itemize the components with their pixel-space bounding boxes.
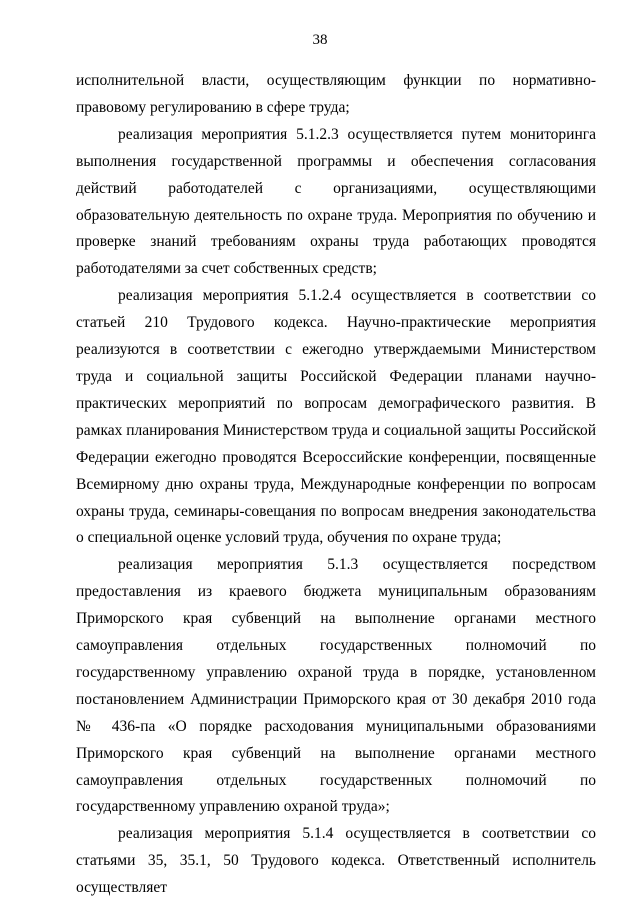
paragraph-continuation: исполнительной власти, осуществляющим функции по нормативно-правовому регулированию в сфере труда; bbox=[76, 72, 596, 116]
page-number: 38 bbox=[312, 32, 328, 48]
paragraph-measure-5-1-4: реализация мероприятия 5.1.4 осуществляется в соответствии со статьями 35, 35.1, 50 Трудового кодекса. Ответственный исполнитель осуществляет bbox=[76, 825, 596, 897]
paragraph-measure-5-1-2-4: реализация мероприятия 5.1.2.4 осуществляется в соответствии со статьей 210 Трудового кодекса. Научно-практические мероприятия реализуются в соответствии с ежегодно утверждаемыми Министерством труда и социальной защиты Российской Федерации планами научно-практических мероприятий по вопросам демографического развития. В рамках планирования Министерством труда и социальной защиты Российской Федерации ежегодно проводятся Всероссийские конференции, посвященные Всемирному дню охраны труда, Международные конференции по вопросам охраны труда, семинары-совещания по вопросам внедрения законодательства о специальной оценке условий труда, обучения по охране труда; bbox=[76, 287, 596, 547]
document-body bbox=[76, 68, 596, 902]
paragraph-measure-5-1-2-3: реализация мероприятия 5.1.2.3 осуществляется путем мониторинга выполнения государственной программы и обеспечения согласования действий работодателей с организациями, осуществляющими образовательную деятельность по охране труда. Мероприятия по обучению и проверке знаний требованиям охраны труда работающих проводятся работодателями за счет собственных средств; bbox=[76, 125, 596, 278]
paragraph-measure-5-1-3: реализация мероприятия 5.1.3 осуществляется посредством предоставления из краевого бюджета муниципальным образованиям Приморского края субвенций на выполнение органами местного самоуправления отдельных государственных полномочий по государственному управлению охраной труда в порядке, установленном постановлением Администрации Приморского края от 30 декабря 2010 года № 436-па «О порядке расходования муниципальными образованиями Приморского края субвенций на выполнение органами местного самоуправления отдельных государственных полномочий по государственному управлению охраной труда»; bbox=[76, 556, 596, 816]
